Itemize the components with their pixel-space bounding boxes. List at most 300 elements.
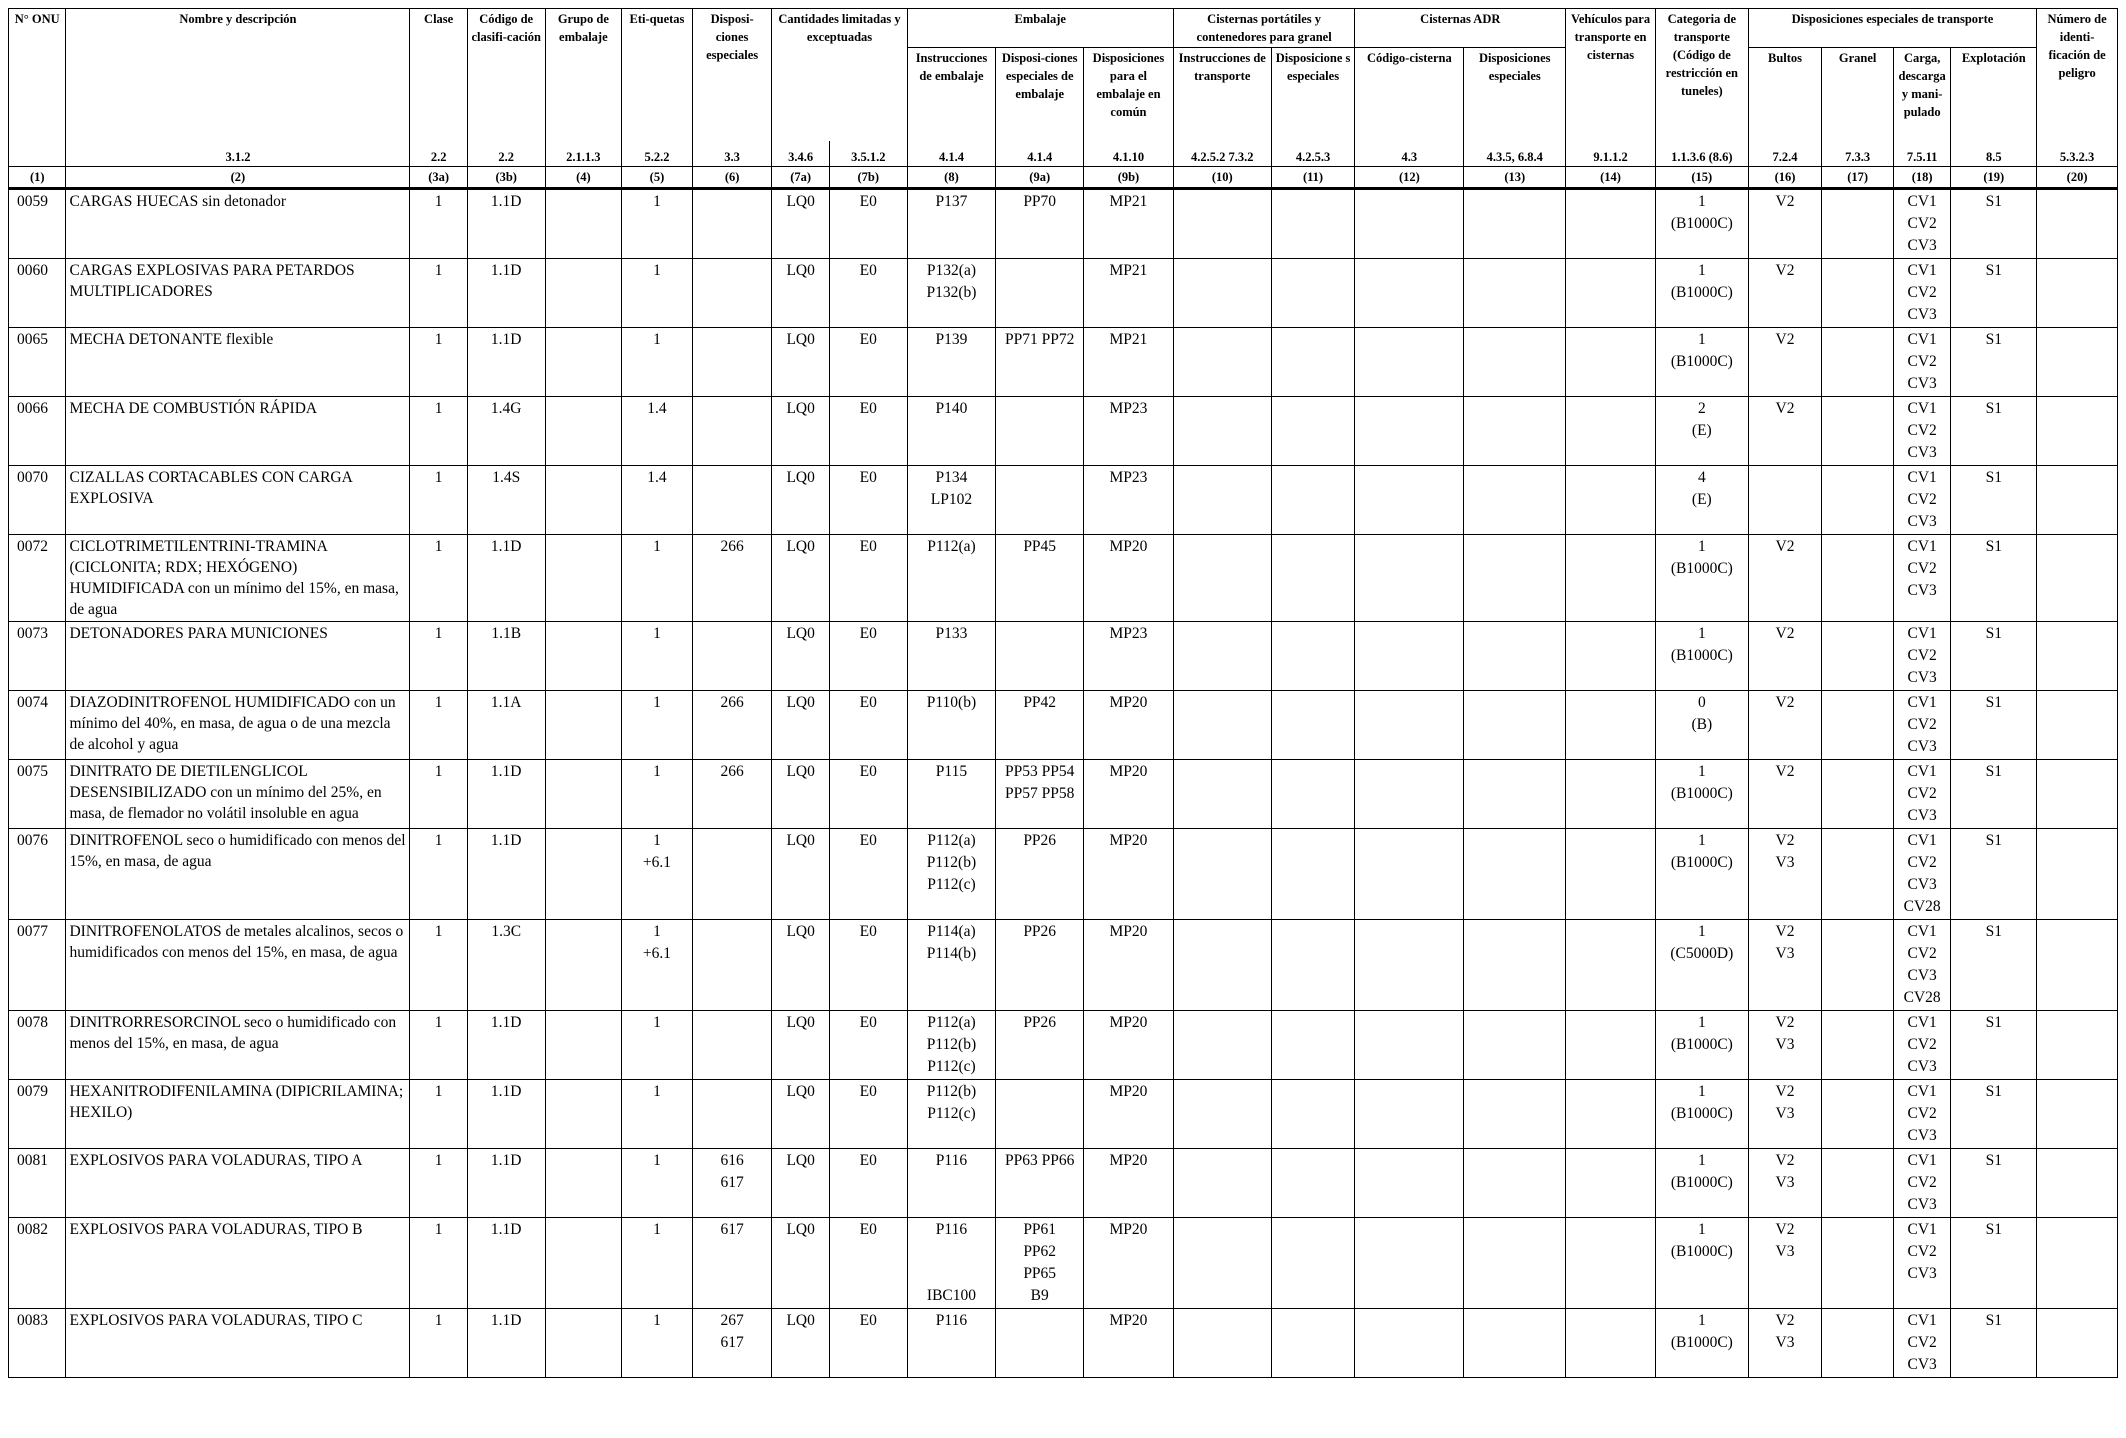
cell-packing-special-provision [996, 760, 1084, 829]
cell-substance-name: DINITROFENOLATOS de metales alcalinos, secos o humidificados con menos del 15%, en masa, de agua [66, 920, 410, 1011]
cell-portable-tank-special [1271, 920, 1355, 1011]
cell-line: P140 [935, 400, 968, 417]
cell-portable-tank-instruction [1173, 397, 1271, 466]
cell-line: CV1 [1907, 1014, 1937, 1031]
cell-mixed-packing: MP23 [1084, 466, 1174, 535]
cell-packing-group [545, 829, 622, 920]
cell-hazard-id [2037, 1309, 2118, 1378]
cell-line: +6.1 [642, 945, 672, 962]
cell-line: 1 [653, 625, 661, 642]
cell-tank-special [1464, 1218, 1566, 1309]
cell-line: CV1 [1907, 625, 1937, 642]
col-number: (18) [1893, 167, 1950, 189]
cell-tank-vehicle [1566, 1080, 1656, 1149]
cell-line: CV2 [1907, 1243, 1937, 1260]
cell-line: P112(c) [927, 1105, 976, 1122]
cell-classification-code: 1.1D [467, 829, 545, 920]
cell-substance-name: EXPLOSIVOS PARA VOLADURAS, TIPO C [66, 1309, 410, 1378]
cell-transport-category [1655, 920, 1748, 1011]
cell-line: (B1000C) [1670, 353, 1733, 370]
cell-line: CV1 [1907, 832, 1937, 849]
cell-operation-provision: S1 [1951, 259, 2037, 328]
cell-tank-code [1355, 920, 1464, 1011]
col-reference: 7.2.4 [1748, 141, 1822, 167]
cell-un-number: 0076 [9, 829, 66, 920]
cell-packing-group [545, 760, 622, 829]
cell-tank-special [1464, 760, 1566, 829]
cell-tank-vehicle [1566, 1218, 1656, 1309]
cell-class: 1 [410, 1149, 467, 1218]
cell-tank-vehicle [1566, 1149, 1656, 1218]
cell-line: P112(a) [927, 832, 976, 849]
cell-labels [622, 1080, 693, 1149]
cell-hazard-id [2037, 920, 2118, 1011]
col-reference: 2.2 [467, 141, 545, 167]
cell-line: CV1 [1907, 923, 1937, 940]
cell-bulk-provision [1822, 328, 1894, 397]
col-reference: 3.4.6 [772, 141, 829, 167]
cell-transport-category [1655, 535, 1748, 622]
cell-line: 1 [653, 923, 661, 940]
cell-portable-tank-special [1271, 760, 1355, 829]
cell-packages-provision [1748, 1011, 1822, 1080]
cell-packing-special-provision [996, 829, 1084, 920]
cell-excepted-quantity: E0 [829, 1218, 907, 1309]
cell-packages-provision [1748, 535, 1822, 622]
cell-portable-tank-special [1271, 622, 1355, 691]
col-header-portable-special: Disposicione s especiales [1271, 48, 1355, 142]
col-number: (10) [1173, 167, 1271, 189]
cell-excepted-quantity: E0 [829, 1149, 907, 1218]
col-number: (3a) [410, 167, 467, 189]
cell-packing-instruction [907, 259, 996, 328]
col-number: (1) [9, 167, 66, 189]
cell-line: P114(b) [926, 945, 977, 962]
cell-line: CV3 [1907, 237, 1937, 254]
cell-loading-provision [1893, 829, 1950, 920]
cell-line: CV3 [1907, 669, 1937, 686]
cell-excepted-quantity: E0 [829, 328, 907, 397]
col-reference: 4.2.5.2 7.3.2 [1173, 141, 1271, 167]
cell-un-number: 0075 [9, 760, 66, 829]
cell-packing-group [545, 328, 622, 397]
cell-classification-code: 1.1D [467, 760, 545, 829]
cell-portable-tank-instruction [1173, 920, 1271, 1011]
cell-bulk-provision [1822, 1149, 1894, 1218]
cell-line [911, 1241, 993, 1263]
cell-bulk-provision [1822, 535, 1894, 622]
cell-line: V2 [1775, 1312, 1795, 1329]
cell-mixed-packing: MP23 [1084, 622, 1174, 691]
cell-mixed-packing: MP20 [1084, 691, 1174, 760]
cell-line: CV2 [1907, 422, 1937, 439]
cell-packages-provision [1748, 622, 1822, 691]
cell-line: CV1 [1907, 331, 1937, 348]
cell-classification-code: 1.4S [467, 466, 545, 535]
cell-line: 1 [1697, 832, 1706, 849]
cell-portable-tank-special [1271, 1149, 1355, 1218]
cell-special-provisions [692, 189, 772, 259]
cell-substance-name: CARGAS HUECAS sin detonador [66, 189, 410, 259]
col-header-tank-special: Disposiciones especiales [1464, 48, 1566, 142]
cell-labels [622, 535, 693, 622]
cell-packing-group [545, 1149, 622, 1218]
cell-line: CV3 [1907, 1196, 1937, 1213]
table-row [9, 535, 2118, 622]
cell-line: P112(c) [927, 1058, 976, 1075]
cell-line: (B1000C) [1670, 1334, 1733, 1351]
cell-line: P139 [935, 331, 968, 348]
cell-limited-quantity: LQ0 [772, 397, 829, 466]
cell-special-provisions [692, 259, 772, 328]
cell-line: P137 [935, 193, 968, 210]
cell-tank-special [1464, 829, 1566, 920]
cell-line: (B1000C) [1670, 215, 1733, 232]
table-row [9, 1218, 2118, 1309]
table-row [9, 397, 2118, 466]
cell-packing-group [545, 397, 622, 466]
cell-line: CV28 [1903, 898, 1941, 915]
cell-transport-category [1655, 622, 1748, 691]
col-header-class-code: Código de clasifi-cación [467, 9, 545, 142]
cell-line: 1 [1697, 1014, 1706, 1031]
cell-operation-provision: S1 [1951, 466, 2037, 535]
cell-line: CV3 [1907, 375, 1937, 392]
cell-line: V2 [1775, 625, 1795, 642]
table-row [9, 622, 2118, 691]
cell-labels [622, 1149, 693, 1218]
cell-labels [622, 691, 693, 760]
cell-line: CV3 [1907, 807, 1937, 824]
cell-line: (B1000C) [1670, 284, 1733, 301]
col-reference: 3.5.1.2 [829, 141, 907, 167]
table-row [9, 259, 2118, 328]
cell-line: 1 [1697, 538, 1706, 555]
table-row [9, 691, 2118, 760]
cell-loading-provision [1893, 622, 1950, 691]
cell-line: CV2 [1907, 560, 1937, 577]
cell-portable-tank-instruction [1173, 466, 1271, 535]
cell-packages-provision [1748, 189, 1822, 259]
cell-bulk-provision [1822, 920, 1894, 1011]
cell-tank-special [1464, 328, 1566, 397]
cell-tank-code [1355, 691, 1464, 760]
cell-line: 1 [653, 832, 661, 849]
cell-labels [622, 1218, 693, 1309]
cell-line: V2 [1775, 538, 1795, 555]
cell-packing-instruction [907, 328, 996, 397]
col-number: (7a) [772, 167, 829, 189]
cell-hazard-id [2037, 760, 2118, 829]
cell-line: CV2 [1907, 491, 1937, 508]
cell-line: PP70 [1023, 193, 1057, 210]
cell-labels [622, 829, 693, 920]
cell-limited-quantity: LQ0 [772, 920, 829, 1011]
cell-portable-tank-instruction [1173, 1309, 1271, 1378]
cell-packing-instruction [907, 466, 996, 535]
col-number: (4) [545, 167, 622, 189]
col-reference: 4.3 [1355, 141, 1464, 167]
cell-mixed-packing: MP20 [1084, 760, 1174, 829]
cell-line: 1 [653, 538, 661, 555]
cell-class: 1 [410, 691, 467, 760]
cell-portable-tank-special [1271, 1309, 1355, 1378]
table-row [9, 1011, 2118, 1080]
cell-line: 1 [1697, 262, 1706, 279]
cell-portable-tank-special [1271, 691, 1355, 760]
cell-operation-provision: S1 [1951, 1011, 2037, 1080]
cell-substance-name: CIZALLAS CORTACABLES CON CARGA EXPLOSIVA [66, 466, 410, 535]
cell-line: V3 [1775, 1105, 1795, 1122]
col-number: (9b) [1084, 167, 1174, 189]
cell-hazard-id [2037, 328, 2118, 397]
header-reference-row [9, 141, 2118, 167]
cell-portable-tank-special [1271, 535, 1355, 622]
cell-tank-vehicle [1566, 397, 1656, 466]
cell-tank-code [1355, 189, 1464, 259]
cell-line: 1.4 [647, 469, 667, 486]
cell-substance-name: DETONADORES PARA MUNICIONES [66, 622, 410, 691]
cell-line: V2 [1775, 193, 1795, 210]
cell-un-number: 0070 [9, 466, 66, 535]
cell-classification-code: 1.1D [467, 189, 545, 259]
cell-bulk-provision [1822, 622, 1894, 691]
cell-tank-code [1355, 760, 1464, 829]
cell-line: CV28 [1903, 989, 1941, 1006]
cell-operation-provision: S1 [1951, 760, 2037, 829]
cell-line: V2 [1775, 331, 1795, 348]
cell-special-provisions [692, 1080, 772, 1149]
cell-portable-tank-instruction [1173, 829, 1271, 920]
cell-line: PP63 PP66 [1005, 1152, 1075, 1169]
cell-classification-code: 1.1D [467, 328, 545, 397]
cell-operation-provision: S1 [1951, 1309, 2037, 1378]
cell-bulk-provision [1822, 1218, 1894, 1309]
cell-tank-special [1464, 535, 1566, 622]
cell-packing-special-provision [996, 466, 1084, 535]
cell-line: V2 [1775, 923, 1795, 940]
cell-line: P112(b) [926, 854, 977, 871]
cell-substance-name: DINITRATO DE DIETILENGLICOL DESENSIBILIZADO con un mínimo del 25%, en masa, de flemador no volátil insoluble en agua [66, 760, 410, 829]
cell-line: CV3 [1907, 738, 1937, 755]
cell-transport-category [1655, 1011, 1748, 1080]
cell-line: P112(c) [927, 876, 976, 893]
col-number: (14) [1566, 167, 1656, 189]
cell-labels [622, 328, 693, 397]
cell-line: PP42 [1023, 694, 1057, 711]
cell-tank-code [1355, 328, 1464, 397]
cell-line: 1.4 [647, 400, 667, 417]
cell-hazard-id [2037, 466, 2118, 535]
cell-bulk-provision [1822, 1080, 1894, 1149]
cell-packages-provision [1748, 259, 1822, 328]
cell-substance-name: EXPLOSIVOS PARA VOLADURAS, TIPO B [66, 1218, 410, 1309]
col-header-packages: Bultos [1748, 48, 1822, 142]
cell-class: 1 [410, 829, 467, 920]
col-number: (19) [1951, 167, 2037, 189]
cell-excepted-quantity: E0 [829, 397, 907, 466]
cell-line: 1 [653, 1152, 661, 1169]
cell-line: CV3 [1907, 1058, 1937, 1075]
cell-packing-instruction [907, 920, 996, 1011]
col-header-vehicle: Vehículos para transporte en cisternas [1566, 9, 1656, 142]
cell-bulk-provision [1822, 760, 1894, 829]
cell-packing-group [545, 920, 622, 1011]
cell-portable-tank-special [1271, 397, 1355, 466]
cell-special-provisions [692, 829, 772, 920]
col-reference: 1.1.3.6 (8.6) [1655, 141, 1748, 167]
cell-line: P132(a) [926, 262, 976, 279]
cell-mixed-packing: MP20 [1084, 1309, 1174, 1378]
col-number: (2) [66, 167, 410, 189]
col-number: (11) [1271, 167, 1355, 189]
cell-special-provisions [692, 1149, 772, 1218]
cell-limited-quantity: LQ0 [772, 189, 829, 259]
cell-line: 1 [1697, 1152, 1706, 1169]
dangerous-goods-table-page [8, 8, 2118, 1430]
cell-operation-provision: S1 [1951, 829, 2037, 920]
cell-packing-instruction [907, 1309, 996, 1378]
cell-special-provisions [692, 397, 772, 466]
cell-hazard-id [2037, 829, 2118, 920]
cell-limited-quantity: LQ0 [772, 535, 829, 622]
cell-packing-group [545, 1011, 622, 1080]
cell-tank-code [1355, 829, 1464, 920]
col-header-transport-category: Categoria de transporte (Código de restricción en tuneles) [1655, 9, 1748, 142]
col-header-tank-code: Código-cisterna [1355, 48, 1464, 142]
cell-line: V2 [1775, 832, 1795, 849]
cell-line: 1 [1697, 923, 1706, 940]
col-reference: 5.3.2.3 [2037, 141, 2118, 167]
cell-labels [622, 622, 693, 691]
cell-line: 1 [1697, 763, 1706, 780]
cell-line: 1 [653, 1221, 661, 1238]
cell-tank-code [1355, 397, 1464, 466]
cell-excepted-quantity: E0 [829, 691, 907, 760]
cell-portable-tank-special [1271, 1080, 1355, 1149]
cell-line: P133 [935, 625, 968, 642]
cell-tank-special [1464, 1080, 1566, 1149]
cell-line: V3 [1775, 854, 1795, 871]
cell-mixed-packing: MP23 [1084, 397, 1174, 466]
cell-class: 1 [410, 622, 467, 691]
cell-line: 617 [720, 1334, 744, 1351]
cell-class: 1 [410, 1080, 467, 1149]
cell-class: 1 [410, 535, 467, 622]
cell-portable-tank-instruction [1173, 1011, 1271, 1080]
cell-loading-provision [1893, 189, 1950, 259]
cell-bulk-provision [1822, 829, 1894, 920]
cell-packing-group [545, 622, 622, 691]
cell-special-provisions [692, 691, 772, 760]
header-column-number-row [9, 167, 2118, 189]
table-row [9, 760, 2118, 829]
cell-line: 616 [720, 1152, 744, 1169]
cell-line: P112(a) [927, 538, 976, 555]
col-reference: 4.1.4 [996, 141, 1084, 167]
cell-line: PP65 [1023, 1265, 1057, 1282]
cell-packages-provision [1748, 1309, 1822, 1378]
cell-line: 1 [653, 331, 661, 348]
cell-line: 0 [1697, 694, 1706, 711]
cell-packing-instruction [907, 1011, 996, 1080]
cell-line: CV1 [1907, 538, 1937, 555]
cell-tank-code [1355, 622, 1464, 691]
cell-portable-tank-special [1271, 328, 1355, 397]
cell-classification-code: 1.1D [467, 535, 545, 622]
cell-packing-group [545, 1218, 622, 1309]
cell-mixed-packing: MP20 [1084, 1080, 1174, 1149]
col-reference: 7.5.11 [1893, 141, 1950, 167]
col-header-packing-group: Grupo de embalaje [545, 9, 622, 142]
cell-un-number: 0079 [9, 1080, 66, 1149]
col-header-packing-special: Disposi-ciones especiales de embalaje [996, 48, 1084, 142]
cell-line: (B) [1691, 716, 1713, 733]
cell-packing-special-provision [996, 259, 1084, 328]
cell-transport-category [1655, 1080, 1748, 1149]
cell-tank-vehicle [1566, 691, 1656, 760]
cell-line: PP26 [1023, 832, 1057, 849]
cell-packing-instruction [907, 1149, 996, 1218]
cell-tank-special [1464, 622, 1566, 691]
cell-un-number: 0065 [9, 328, 66, 397]
cell-line: 2 [1697, 400, 1706, 417]
cell-line: CV2 [1907, 1174, 1937, 1191]
cell-substance-name: DINITROFENOL seco o humidificado con menos del 15%, en masa, de agua [66, 829, 410, 920]
cell-loading-provision [1893, 328, 1950, 397]
cell-line: P115 [935, 763, 968, 780]
cell-bulk-provision [1822, 259, 1894, 328]
cell-limited-quantity: LQ0 [772, 1080, 829, 1149]
cell-class: 1 [410, 1011, 467, 1080]
cell-line: P114(a) [927, 923, 976, 940]
cell-line: B9 [1030, 1287, 1049, 1304]
cell-classification-code: 1.1D [467, 1309, 545, 1378]
cell-packing-group [545, 691, 622, 760]
cell-excepted-quantity: E0 [829, 1309, 907, 1378]
cell-line: CV2 [1907, 1036, 1937, 1053]
cell-transport-category [1655, 397, 1748, 466]
cell-line: CV3 [1907, 967, 1937, 984]
cell-limited-quantity: LQ0 [772, 760, 829, 829]
cell-line: CV3 [1907, 1127, 1937, 1144]
col-number: (12) [1355, 167, 1464, 189]
cell-packing-instruction [907, 397, 996, 466]
cell-transport-category [1655, 189, 1748, 259]
cell-tank-special [1464, 189, 1566, 259]
cell-line: (C5000D) [1670, 945, 1734, 962]
cell-loading-provision [1893, 760, 1950, 829]
table-row [9, 1080, 2118, 1149]
cell-packages-provision [1748, 397, 1822, 466]
cell-loading-provision [1893, 920, 1950, 1011]
table-row [9, 189, 2118, 259]
cell-tank-vehicle [1566, 1011, 1656, 1080]
cell-tank-special [1464, 1149, 1566, 1218]
cell-line: CV3 [1907, 444, 1937, 461]
cell-bulk-provision [1822, 1309, 1894, 1378]
cell-transport-category [1655, 259, 1748, 328]
cell-bulk-provision [1822, 1011, 1894, 1080]
cell-packing-group [545, 1080, 622, 1149]
cell-portable-tank-instruction [1173, 535, 1271, 622]
col-number: (5) [622, 167, 693, 189]
cell-line: CV1 [1907, 193, 1937, 210]
table-row [9, 829, 2118, 920]
cell-operation-provision: S1 [1951, 328, 2037, 397]
cell-special-provisions [692, 622, 772, 691]
cell-operation-provision: S1 [1951, 691, 2037, 760]
